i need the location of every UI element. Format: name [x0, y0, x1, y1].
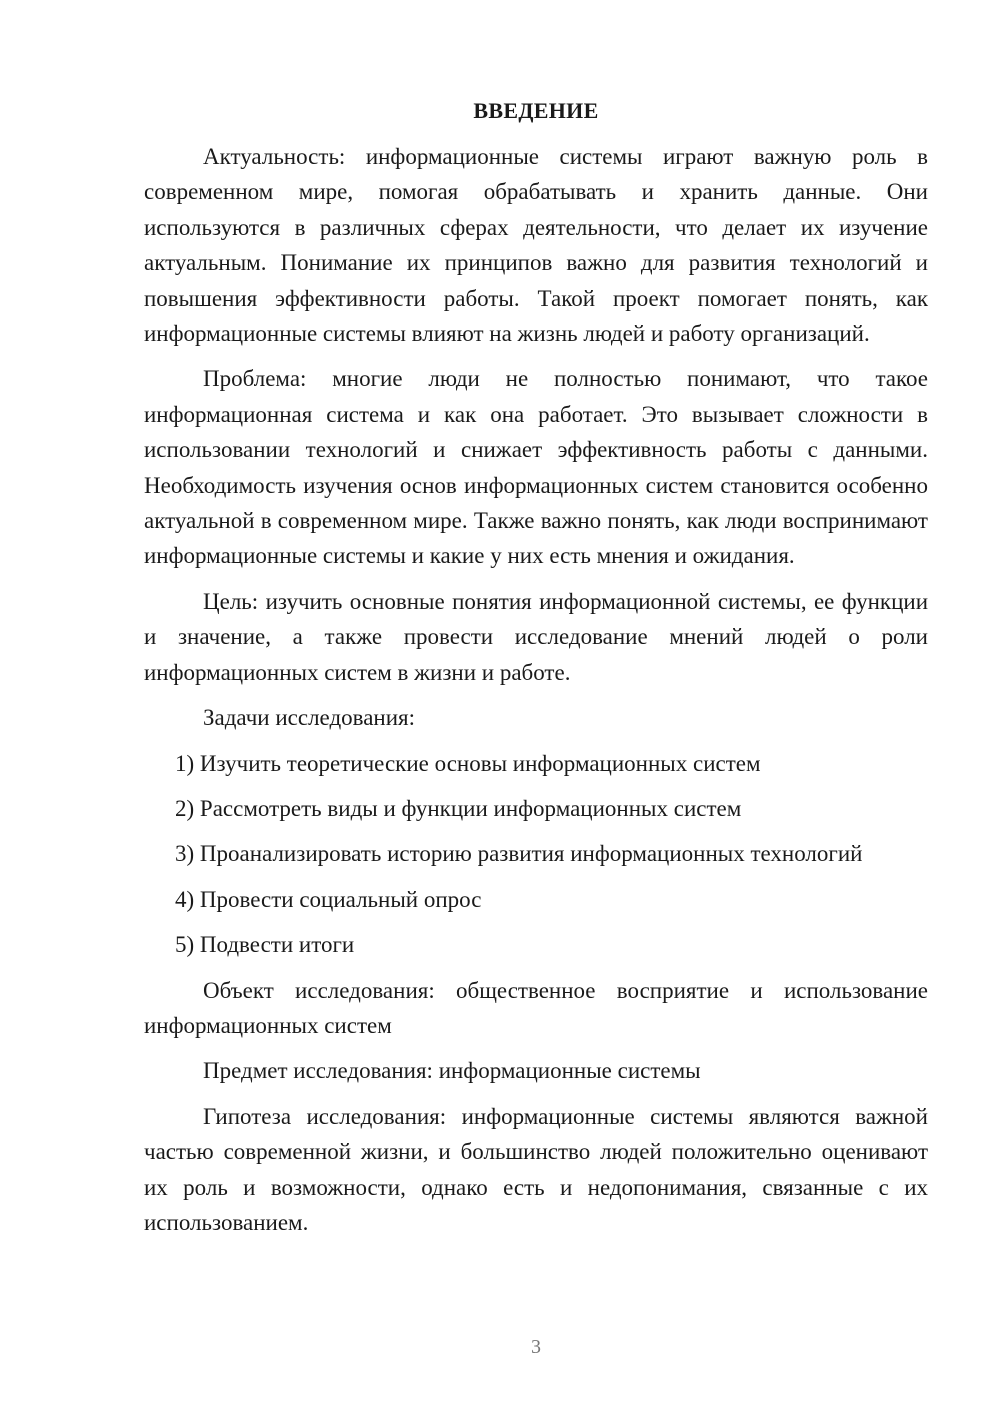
- hypothesis-paragraph: Гипотеза исследования: информационные системы являются важной частью современной жизни, и большинство людей положительно оценивают их роль и возможности, однако есть и недопонимания, связанные с их использованием.: [144, 1103, 928, 1235]
- list-item: 4) Провести социальный опрос: [175, 886, 482, 912]
- list-item: 3) Проанализировать историю развития информационных технологий: [175, 841, 863, 867]
- problem-paragraph: Проблема: многие люди не полностью понимают, что такое информационная система и как она работает. Это вызывает сложности в использовании технологий и снижает эффективность работы с данными. Необходимость изучения основ информационных систем становится особенно актуальной в современном мире. Также важно понять, как люди воспринимают информационные системы и какие у них есть мнения и ожидания.: [144, 366, 928, 569]
- list-item: 1) Изучить теоретические основы информационных систем: [175, 750, 761, 776]
- page-content: [144, 96, 928, 1240]
- page-number: 3: [531, 1336, 541, 1358]
- object-paragraph: Объект исследования: общественное восприятие и использование информационных систем: [144, 977, 928, 1038]
- tasks-heading: Задачи исследования:: [203, 705, 416, 731]
- subject-paragraph: Предмет исследования: информационные системы: [203, 1058, 701, 1084]
- list-item: 2) Рассмотреть виды и функции информационных систем: [175, 795, 742, 821]
- task-list: [144, 746, 928, 963]
- list-item: 5) Подвести итоги: [175, 932, 355, 958]
- goal-paragraph: Цель: изучить основные понятия информационной системы, ее функции и значение, а также провести исследование мнений людей о роли информационных систем в жизни и работе.: [144, 588, 928, 685]
- relevance-paragraph: Актуальность: информационные системы играют важную роль в современном мире, помогая обрабатывать и хранить данные. Они используются в различных сферах деятельности, что делает их изучение актуальным. Понимание их принципов важно для развития технологий и повышения эффективности работы. Такой проект помогает понять, как информационные системы влияют на жизнь людей и работу организаций.: [144, 144, 928, 347]
- page-title: ВВЕДЕНИЕ: [473, 98, 599, 123]
